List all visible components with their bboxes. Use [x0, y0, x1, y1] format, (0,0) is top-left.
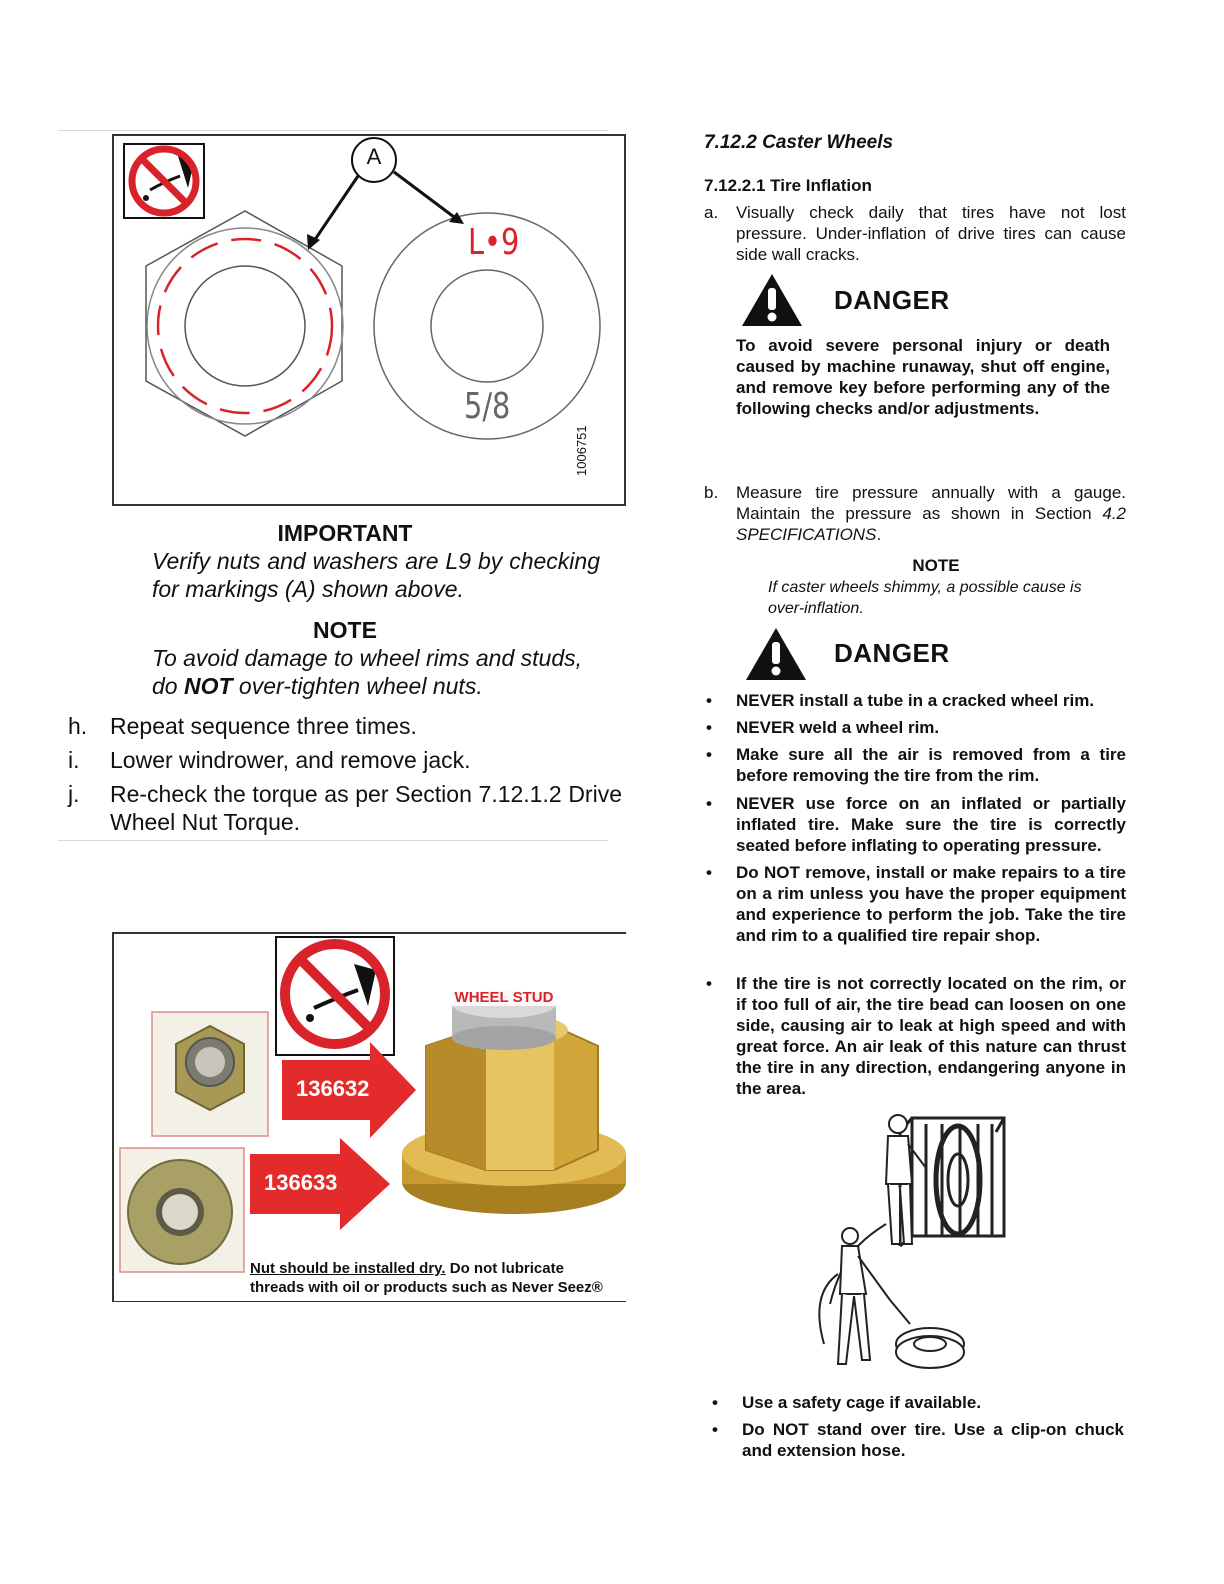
danger-heading-2: DANGER [834, 638, 950, 668]
caption-line1: Do not lubricate [445, 1260, 564, 1277]
item-a-text: Visually check daily that tires have not lost pressure. Under-inflation of drive tires can cause side wall cracks. [736, 203, 1126, 264]
step-text: Re-check the torque as per Section 7.12.1.2 Drive Wheel Nut Torque. [110, 781, 622, 835]
bullet-body: weld a wheel rim. [794, 718, 940, 737]
bullet-body: remove, install or make repairs to a tire on a rim unless you have the proper equipment and experience to perform the job. Take the tire and rim to a qualified tire repair shop. [736, 863, 1127, 945]
washer-photo [120, 1148, 244, 1272]
bullet-lead: NEVER [736, 718, 795, 737]
caption-underlined: Nut should be installed dry. [250, 1260, 446, 1277]
bullet-body: If the tire is not correctly located on the rim, or if too full of air, the tire bead can loosen on one side, causing air to leak at high speed and with great force. An air leak of this nature can thrust the tire in any direction, endangering anyone in the area. [736, 974, 1126, 1098]
warning-triangle-icon [740, 272, 804, 328]
bullet-text [736, 690, 1126, 711]
wheel-nut-installation-figure [112, 932, 626, 1302]
item-b-label: b. [704, 483, 719, 502]
washer-mark-l9: L•9 [468, 222, 520, 263]
bullet-dot: • [706, 794, 712, 813]
note-text-pre: To avoid damage to wheel rims and studs, do [152, 645, 583, 699]
note-text-bold: NOT [183, 673, 233, 699]
no-lubricant-icon [124, 144, 204, 218]
washer-mark-size: 5/8 [464, 386, 511, 427]
bullet-dot: • [706, 745, 712, 764]
warning-triangle-icon [744, 626, 808, 682]
bullet-text [742, 1392, 1124, 1413]
bullet-body: install a tube in a cracked wheel rim. [794, 691, 1095, 710]
item-b-end: . [876, 525, 882, 544]
bullet-lead: Do NOT [742, 1420, 809, 1439]
bullet-dot: • [706, 974, 712, 993]
nut-part-number: 136632 [296, 1076, 370, 1101]
bullet-text [736, 793, 1126, 856]
bullet-text [736, 717, 1126, 738]
important-heading: IMPORTANT [277, 520, 413, 546]
bullet-dot: • [706, 863, 712, 882]
item-a-label: a. [704, 203, 719, 222]
step-label: i. [68, 747, 80, 773]
step-label: h. [68, 713, 88, 739]
callout-a-label: A [366, 144, 382, 169]
bullet-text [736, 744, 1126, 786]
bullet-dot: • [706, 718, 712, 737]
no-lubricant-icon [276, 937, 394, 1055]
step-text: Lower windrower, and remove jack. [110, 747, 471, 773]
bullet-dot: • [712, 1420, 718, 1439]
section-title: 7.12.2 Caster Wheels [704, 132, 894, 153]
note-text [152, 644, 608, 700]
bullet-dot: • [706, 691, 712, 710]
bullet-text [736, 973, 1126, 1099]
bullet-lead: NEVER [736, 794, 795, 813]
important-text: Verify nuts and washers are L9 by checking for markings (A) shown above. [152, 548, 600, 602]
top-rule [58, 130, 608, 131]
bullet-body: stand over tire. Use a clip-on chuck and extension hose. [742, 1420, 1124, 1460]
caption-line2: threads with oil or products such as Never Seez® [250, 1279, 603, 1296]
bullet-body: Make sure all the air is removed from a tire before removing the tire from the rim. [736, 745, 1126, 785]
bullet-text [742, 1419, 1124, 1461]
bullet-lead: Do NOT [736, 863, 800, 882]
danger-heading-1: DANGER [834, 285, 950, 315]
nut-photo [152, 1012, 268, 1136]
note-text-post: over-tighten wheel nuts. [232, 673, 483, 699]
danger-text-1: To avoid severe personal injury or death caused by machine runaway, shut off engine, and remove key before performing any of the following checks and/or adjustments. [736, 336, 1110, 418]
step-label: j. [68, 781, 80, 807]
tire-safety-cage-illustration [800, 1104, 1020, 1372]
step-text: Repeat sequence three times. [110, 713, 417, 739]
nut-washer-marking-figure [112, 134, 626, 506]
item-b-body: Measure tire pressure annually with a gauge. Maintain the pressure as shown in Section [736, 483, 1126, 523]
note-heading-right: NOTE [912, 556, 960, 575]
bullet-text [736, 862, 1126, 946]
note-text-right: If caster wheels shimmy, a possible cause is over-inflation. [768, 579, 1082, 617]
figure-number: 1006751 [574, 425, 589, 476]
install-caption [250, 1259, 622, 1297]
wheel-stud-label: WHEEL STUD [444, 989, 564, 1006]
item-b-text [736, 482, 1126, 545]
bullet-dot: • [712, 1393, 718, 1412]
item-b-section-ref: 4.2 SPECIFICATIONS [736, 504, 1126, 544]
bullet-lead: NEVER [736, 691, 795, 710]
mid-rule [58, 840, 608, 841]
bullet-body: Use a safety cage if available. [742, 1393, 982, 1412]
washer-part-number: 136633 [264, 1170, 338, 1195]
note-heading: NOTE [313, 617, 377, 643]
bullet-body: use force on an inflated or partially inflated tire. Make sure the tire is correctly seated before inflating to operating pressure. [736, 794, 1126, 855]
wheel-stud-assembly [402, 978, 626, 1214]
subsection-title: 7.12.2.1 Tire Inflation [704, 176, 872, 195]
